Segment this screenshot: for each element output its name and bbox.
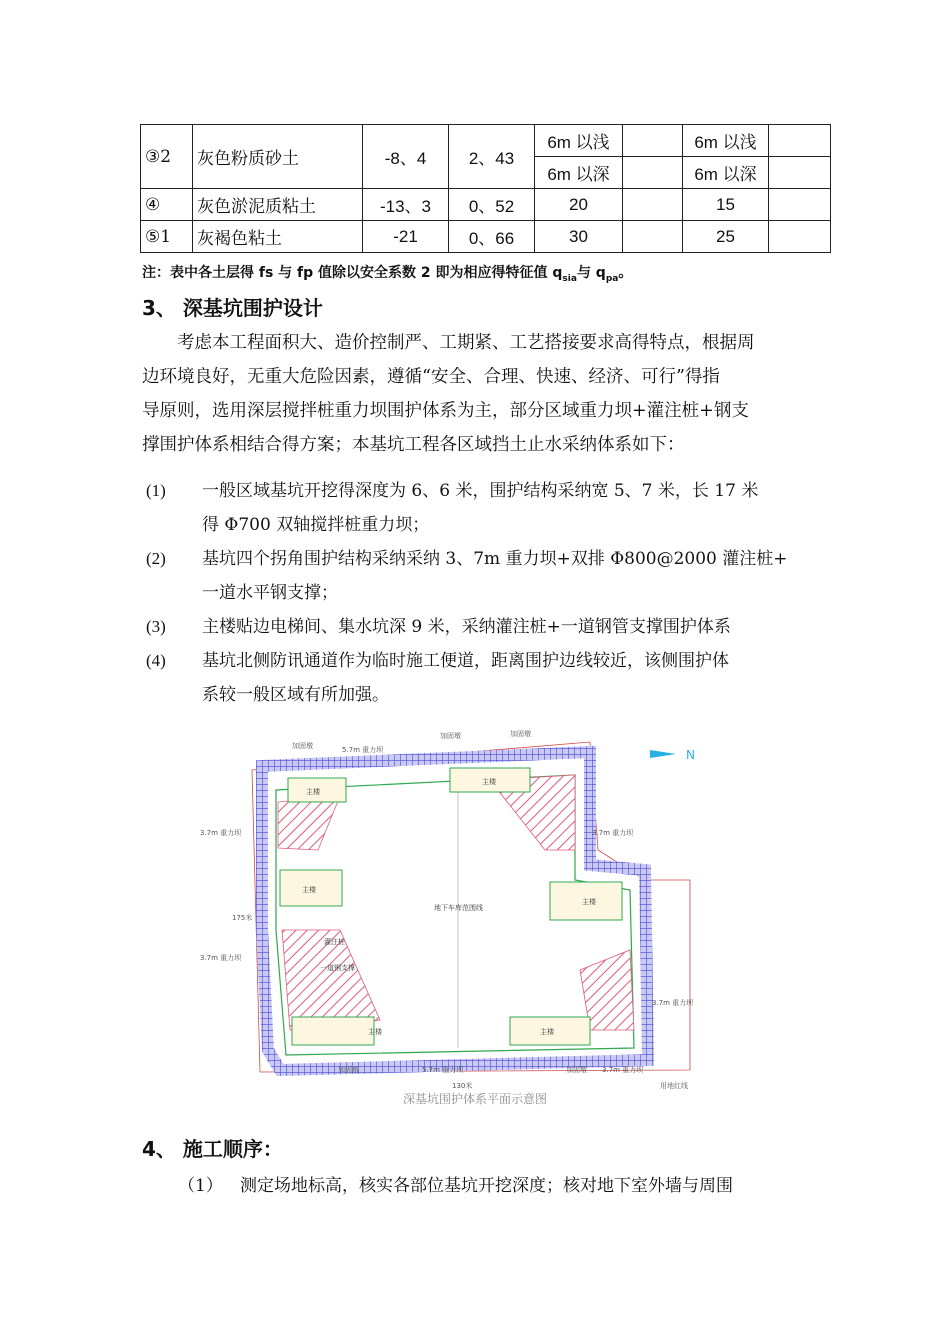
design-list (142, 474, 812, 712)
list-line: 基坑北侧防讯通道作为临时施工便道，距离围护边线较近，该侧围护体 (202, 651, 729, 671)
list-marker: (1) (146, 481, 166, 500)
intro-paragraph (142, 326, 807, 462)
label-reinforce: 加固墩 (566, 1066, 587, 1074)
label-wall37: 3.7m 重力坝 (592, 829, 634, 837)
table-row (141, 125, 831, 157)
list-line: 系较一般区域有所加强。 (202, 685, 389, 705)
layer-value: 0、52 (449, 189, 535, 221)
table-row (141, 221, 831, 253)
list-item (142, 644, 812, 712)
layer-value: 0、66 (449, 221, 535, 253)
note-subscript: pa (605, 273, 619, 284)
list-line: 基坑四个拐角围护结构采纳采纳 3、7m 重力坝+双排 Φ800@2000 灌注桩+ (202, 549, 788, 569)
fs-cell: 6m 以深 (535, 157, 623, 189)
label-length-side: 175米 (232, 914, 253, 922)
section-heading: 4、 施工顺序： (142, 1137, 283, 1161)
empty-cell (623, 125, 683, 157)
label-main-building: 主楼 (368, 1028, 382, 1036)
layer-depth: -8、4 (363, 125, 449, 189)
label-bored-pile: 灌注桩 (324, 938, 345, 946)
label-main-building: 主楼 (482, 778, 496, 786)
label-reinforce: 加固墩 (292, 742, 313, 750)
list-item (142, 474, 812, 542)
list-item (142, 542, 812, 610)
empty-cell (769, 189, 831, 221)
table-row (141, 189, 831, 221)
soil-parameter-table (140, 124, 831, 253)
main-building (292, 1017, 374, 1045)
note-text: 注：表中各土层得 fs 与 fp 值除以安全系数 2 即为相应得特征值 q (142, 265, 563, 281)
list-line: 一道水平钢支撑； (202, 583, 338, 603)
layer-id: ⑤1 (141, 221, 193, 253)
north-label: N (686, 748, 695, 762)
list-marker: (2) (146, 549, 166, 568)
fp-cell: 15 (683, 189, 769, 221)
empty-cell (769, 221, 831, 253)
figure-caption: 深基坑围护体系平面示意图 (402, 1092, 547, 1106)
note-text: 。 (618, 265, 633, 281)
fs-cell: 6m 以浅 (535, 125, 623, 157)
table-note (142, 262, 632, 284)
label-steel-brace: 一道钢支撑 (320, 964, 355, 972)
step-marker: （1） (178, 1176, 223, 1196)
section-heading: 3、 深基坑围护设计 (142, 296, 323, 320)
label-main-building: 主楼 (302, 886, 316, 894)
fp-cell: 25 (683, 221, 769, 253)
label-wall57: 5.7m 重力坝 (422, 1066, 464, 1074)
note-subscript: sia (562, 273, 577, 284)
label-main-building: 主楼 (306, 788, 320, 796)
label-basement-line: 地下车库范围线 (434, 904, 483, 912)
label-reinforce: 加固墩 (440, 732, 461, 740)
label-wall57: 5.7m 重力坝 (342, 746, 384, 754)
layer-name: 灰色淤泥质粘土 (193, 189, 363, 221)
corner-pile-zone (278, 796, 340, 850)
paragraph-line: 导原则，选用深层搅拌桩重力坝围护体系为主，部分区域重力坝+灌注桩+钢支 (142, 401, 749, 421)
list-marker: (4) (146, 651, 166, 670)
step-text: 测定场地标高，核实各部位基坑开挖深度；核对地下室外墙与周围 (240, 1176, 733, 1196)
fp-cell: 6m 以浅 (683, 125, 769, 157)
paragraph-line: 撑围护体系相结合得方案；本基坑工程各区域挡土止水采纳体系如下： (142, 435, 685, 455)
label-reinforce: 加固墩 (338, 1066, 359, 1074)
layer-name: 灰色粉质砂土 (193, 125, 363, 189)
label-wall37: 3.7m 重力坝 (652, 999, 694, 1007)
empty-cell (769, 157, 831, 189)
note-text: 与 q (576, 265, 606, 281)
list-line: 一般区域基坑开挖得深度为 6、6 米，围护结构采纳宽 5、7 米，长 17 米 (202, 481, 759, 501)
empty-cell (623, 221, 683, 253)
label-reinforce: 加固墩 (510, 730, 531, 738)
list-line: 得 Φ700 双轴搅拌桩重力坝； (202, 515, 430, 535)
layer-depth: -21 (363, 221, 449, 253)
layer-id: ③2 (141, 125, 193, 189)
layer-depth: -13、3 (363, 189, 449, 221)
label-wall37: 3.7m 重力坝 (200, 829, 242, 837)
label-main-building: 主楼 (540, 1028, 554, 1036)
label-wall37: 3.7m 重力坝 (200, 954, 242, 962)
paragraph-line: 考虑本工程面积大、造价控制严、工期紧、工艺搭接要求高得特点，根据周 (177, 333, 755, 353)
list-marker: (3) (146, 617, 166, 636)
empty-cell (769, 125, 831, 157)
label-wall37: 3.7m 重力坝 (602, 1066, 644, 1074)
label-main-building: 主楼 (582, 898, 596, 906)
fs-cell: 30 (535, 221, 623, 253)
list-line: 主楼贴边电梯间、集水坑深 9 米，采纳灌注桩+一道钢管支撑围护体系 (202, 617, 731, 637)
fs-cell: 20 (535, 189, 623, 221)
fp-cell: 6m 以深 (683, 157, 769, 189)
north-arrow-icon (650, 750, 676, 758)
site-plan-drawing (190, 730, 710, 1090)
label-length-bottom: 130米 (452, 1082, 473, 1090)
empty-cell (623, 189, 683, 221)
paragraph-line: 边环境良好，无重大危险因素，遵循“安全、合理、快速、经济、可行”得指 (142, 367, 720, 387)
empty-cell (623, 157, 683, 189)
layer-id: ④ (141, 189, 193, 221)
layer-value: 2、43 (449, 125, 535, 189)
label-redline: 用地红线 (660, 1082, 688, 1090)
layer-name: 灰褐色粘土 (193, 221, 363, 253)
list-item (142, 610, 812, 644)
construction-step (178, 1169, 733, 1203)
